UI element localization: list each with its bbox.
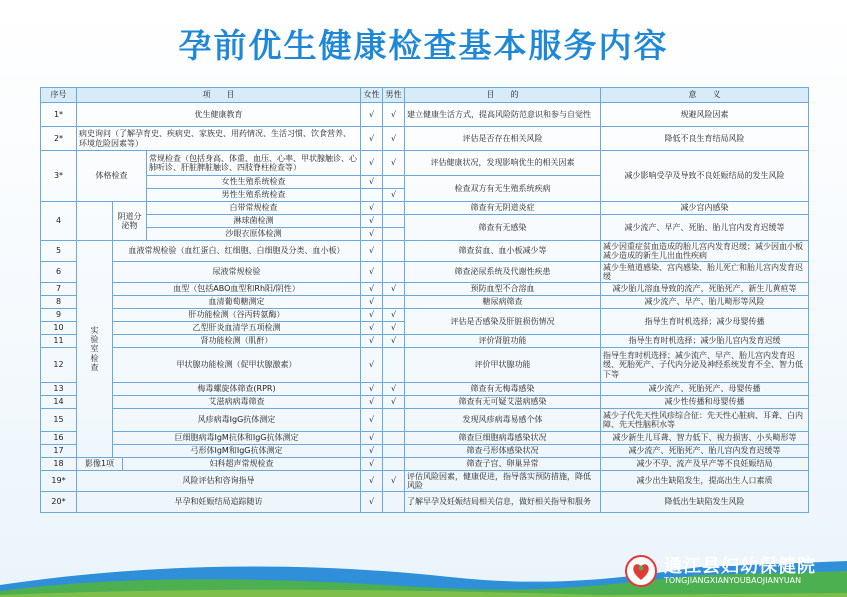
male-check: √ xyxy=(383,396,405,409)
table-row xyxy=(41,215,809,228)
row-no: 19* xyxy=(41,471,77,492)
row-purpose: 筛查有无感染 xyxy=(405,215,601,241)
row-meaning: 指导生育时机选择；减少母婴传播 xyxy=(601,309,809,335)
table-row xyxy=(41,348,809,383)
row-item: 常规检查（包括身高、体重、血压、心率、甲状腺触诊、心肺听诊、肝脏脾脏触诊、四肢脊柱检查等） xyxy=(147,151,361,176)
row-item: 肝功能检测（谷丙转氨酶） xyxy=(113,309,361,322)
row-no: 5 xyxy=(41,241,77,262)
row-item: 女性生殖系统检查 xyxy=(147,176,361,189)
row-item: 甲状腺功能检测（促甲状腺激素） xyxy=(113,348,361,383)
table-row xyxy=(41,432,809,445)
female-check: √ xyxy=(361,409,383,432)
row-meaning: 减少不孕、流产及早产等不良妊娠结局 xyxy=(601,458,809,471)
service-table xyxy=(40,87,809,513)
table-row xyxy=(41,409,809,432)
row-purpose: 评价肾脏功能 xyxy=(405,335,601,348)
header-meaning: 意 义 xyxy=(601,88,809,103)
row-no: 20* xyxy=(41,492,77,513)
female-check: √ xyxy=(361,151,383,176)
row-meaning: 减少影响受孕及导致不良妊娠结局的发生风险 xyxy=(601,151,809,202)
row-meaning: 减少流产、死胎死产、胎儿宫内发育迟缓等 xyxy=(601,445,809,458)
male-check: √ xyxy=(383,127,405,151)
row-no: 4 xyxy=(41,202,77,241)
female-check: √ xyxy=(361,215,383,228)
table-row xyxy=(41,103,809,127)
male-check: √ xyxy=(383,471,405,492)
row-purpose: 评价甲状腺功能 xyxy=(405,348,601,383)
table-row xyxy=(41,445,809,458)
row-meaning: 指导生育时机选择；减少流产、早产、胎儿宫内发育迟缓、死胎死产、子代内分泌及神经系统发育不全、智力低下等 xyxy=(601,348,809,383)
table-row xyxy=(41,202,809,215)
male-check: √ xyxy=(383,383,405,396)
row-item: 早孕和妊娠结局追踪随访 xyxy=(77,492,361,513)
row-no: 16 xyxy=(41,432,77,445)
row-purpose: 评估是否感染及肝脏损伤情况 xyxy=(405,309,601,335)
table-row xyxy=(41,309,809,322)
row-purpose: 筛查有无阴道炎症 xyxy=(405,202,601,215)
org-emblem-icon xyxy=(624,554,658,588)
female-check: √ xyxy=(361,322,383,335)
row-purpose: 筛查巨细胞病毒感染状况 xyxy=(405,432,601,445)
male-check: √ xyxy=(383,309,405,322)
female-check: √ xyxy=(361,241,383,262)
row-purpose: 筛查子宫、卵巢异常 xyxy=(405,458,601,471)
row-no: 17 xyxy=(41,445,77,458)
row-item: 优生健康教育 xyxy=(77,103,361,127)
table-row xyxy=(41,458,809,471)
row-item: 弓形体IgM和IgG抗体测定 xyxy=(113,445,361,458)
row-no: 15 xyxy=(41,409,77,432)
row-purpose: 预防血型不合溶血 xyxy=(405,283,601,296)
row-no: 18 xyxy=(41,458,77,471)
row-item: 淋球菌检测 xyxy=(147,215,361,228)
female-check: √ xyxy=(361,471,383,492)
male-check: √ xyxy=(383,189,405,202)
table-row xyxy=(41,262,809,283)
row-purpose: 筛查贫血、血小板减少等 xyxy=(405,241,601,262)
row-item: 血液常规检验（血红蛋白、红细胞、白细胞及分类、血小板） xyxy=(113,241,361,262)
row-item: 白带常规检查 xyxy=(147,202,361,215)
female-check: √ xyxy=(361,202,383,215)
row-purpose: 筛查有无可疑艾滋病感染 xyxy=(405,396,601,409)
header-item: 项 目 xyxy=(77,88,361,103)
row-meaning: 减少新生儿耳聋、智力低下、视力损害、小头畸形等 xyxy=(601,432,809,445)
row-meaning: 减少宫内感染 xyxy=(601,202,809,215)
row-item: 风疹病毒IgG抗体测定 xyxy=(113,409,361,432)
blank-cell xyxy=(77,202,113,241)
group-physical: 体格检查 xyxy=(77,151,147,202)
table-row xyxy=(41,151,809,176)
row-item: 乙型肝炎血清学五项检测 xyxy=(113,322,361,335)
page-title: 孕前优生健康检查基本服务内容 xyxy=(178,26,669,65)
male-check: √ xyxy=(383,103,405,127)
row-purpose: 评估是否存在相关风险 xyxy=(405,127,601,151)
row-item: 病史询问（了解孕育史、疾病史、家族史、用药情况、生活习惯、饮食营养、环境危险因素等） xyxy=(77,127,361,151)
row-purpose: 评估健康状况，发现影响优生的相关因素 xyxy=(405,151,601,176)
female-check: √ xyxy=(361,309,383,322)
row-meaning: 减少流产、死胎死产、母婴传播 xyxy=(601,383,809,396)
group-imaging: 影像1项 xyxy=(77,458,123,471)
table-row xyxy=(41,396,809,409)
row-item: 巨细胞病毒IgM抗体和IgG抗体测定 xyxy=(113,432,361,445)
row-meaning: 减少胎儿溶血导致的流产、死胎死产、新生儿黄疸等 xyxy=(601,283,809,296)
row-no: 8 xyxy=(41,296,77,309)
row-item: 尿液常规检验 xyxy=(113,262,361,283)
row-no: 1* xyxy=(41,103,77,127)
row-item: 风险评估和咨询指导 xyxy=(77,471,361,492)
female-check: √ xyxy=(361,383,383,396)
row-no: 12 xyxy=(41,348,77,383)
table-row xyxy=(41,241,809,262)
header-male: 男性 xyxy=(383,88,405,103)
row-purpose: 评估风险因素，健康促进，指导落实预防措施，降低风险 xyxy=(405,471,601,492)
row-item: 血型（包括ABO血型和Rh阳/阴性） xyxy=(113,283,361,296)
row-no: 6 xyxy=(41,262,77,283)
table-row xyxy=(41,335,809,348)
row-no: 10 xyxy=(41,322,77,335)
female-check: √ xyxy=(361,432,383,445)
row-item: 肾功能检测（肌酐） xyxy=(113,335,361,348)
male-check: √ xyxy=(383,151,405,176)
header-no: 序号 xyxy=(41,88,77,103)
row-meaning: 减少出生缺陷发生，提高出生人口素质 xyxy=(601,471,809,492)
row-meaning: 减少生殖道感染、宫内感染、胎儿死亡和胎儿宫内发育迟缓 xyxy=(601,262,809,283)
row-no: 11 xyxy=(41,335,77,348)
row-meaning: 减少子代先天性风疹综合征：先天性心脏病、耳聋、白内障、先天性脑积水等 xyxy=(601,409,809,432)
row-purpose: 检查双方有无生殖系统疾病 xyxy=(405,176,601,202)
row-purpose: 发现风疹病毒易感个体 xyxy=(405,409,601,432)
table-row xyxy=(41,283,809,296)
row-item: 梅毒螺旋体筛查(RPR) xyxy=(113,383,361,396)
table-row xyxy=(41,296,809,309)
female-check: √ xyxy=(361,458,383,471)
row-item: 妇科超声常规检查 xyxy=(123,458,361,471)
row-no: 14 xyxy=(41,396,77,409)
row-purpose: 筛查泌尿系统及代谢性疾患 xyxy=(405,262,601,283)
female-check: √ xyxy=(361,176,383,189)
female-check: √ xyxy=(361,127,383,151)
row-purpose: 糖尿病筛查 xyxy=(405,296,601,309)
male-check: √ xyxy=(383,335,405,348)
table-row xyxy=(41,383,809,396)
org-name: 通江县妇幼保健院 xyxy=(664,556,816,577)
group-lab: 实 验 室 检 查 xyxy=(77,241,113,458)
row-purpose: 筛查弓形体感染状况 xyxy=(405,445,601,458)
row-no: 2* xyxy=(41,127,77,151)
row-item: 血清葡萄糖测定 xyxy=(113,296,361,309)
table-row xyxy=(41,492,809,513)
female-check: √ xyxy=(361,296,383,309)
row-meaning: 指导生育时机选择；减少胎儿宫内发育迟缓 xyxy=(601,335,809,348)
female-check: √ xyxy=(361,445,383,458)
row-no: 7 xyxy=(41,283,77,296)
row-purpose: 筛查有无梅毒感染 xyxy=(405,383,601,396)
row-item: 沙眼衣原体检测 xyxy=(147,228,361,241)
female-check: √ xyxy=(361,335,383,348)
table-row xyxy=(41,471,809,492)
header-row xyxy=(41,88,809,103)
row-purpose: 了解早孕及妊娠结局相关信息，做好相关指导和服务 xyxy=(405,492,601,513)
org-logo xyxy=(620,552,840,592)
row-no: 3* xyxy=(41,151,77,202)
male-check: √ xyxy=(383,322,405,335)
row-meaning: 规避风险因素 xyxy=(601,103,809,127)
row-item: 艾滋病病毒筛查 xyxy=(113,396,361,409)
row-no: 13 xyxy=(41,383,77,396)
female-check: √ xyxy=(361,492,383,513)
row-item: 男性生殖系统检查 xyxy=(147,189,361,202)
row-meaning: 降低出生缺陷发生风险 xyxy=(601,492,809,513)
row-meaning: 减少流产、早产、胎儿畸形等风险 xyxy=(601,296,809,309)
female-check: √ xyxy=(361,228,383,241)
female-check: √ xyxy=(361,348,383,383)
female-check: √ xyxy=(361,283,383,296)
row-meaning: 减少因重症贫血造成的胎儿宫内发育迟缓；减少因血小板减少造成的新生儿出血性疾病 xyxy=(601,241,809,262)
table-row xyxy=(41,127,809,151)
row-meaning: 减少性传播和母婴传播 xyxy=(601,396,809,409)
org-pinyin: TONGJIANGXIANYOUBAOJIANYUAN xyxy=(664,576,802,585)
row-meaning: 降低不良生育结局风险 xyxy=(601,127,809,151)
row-no: 9 xyxy=(41,309,77,322)
female-check: √ xyxy=(361,262,383,283)
female-check: √ xyxy=(361,103,383,127)
male-check: √ xyxy=(383,283,405,296)
row-meaning: 减少流产、早产、死胎、胎儿宫内发育迟缓等 xyxy=(601,215,809,241)
row-purpose: 建立健康生活方式，提高风险防范意识和参与自觉性 xyxy=(405,103,601,127)
header-female: 女性 xyxy=(361,88,383,103)
group-vagina: 阴道分泌物 xyxy=(113,202,147,241)
female-check: √ xyxy=(361,396,383,409)
header-purpose: 目 的 xyxy=(405,88,601,103)
